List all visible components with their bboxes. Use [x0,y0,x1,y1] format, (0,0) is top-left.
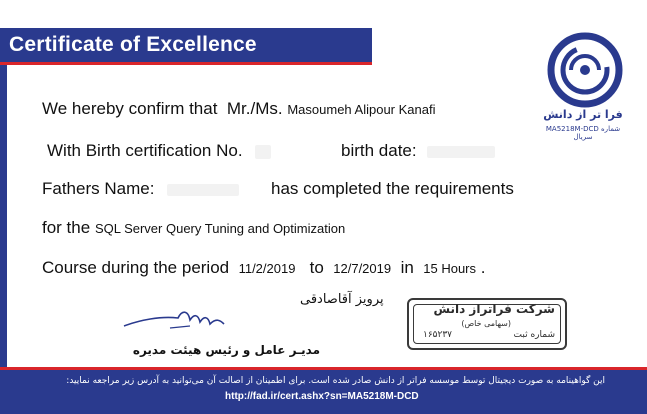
birth-cert-label: With Birth certification No. [47,141,243,160]
signatory-title: مدیـر عامل و رئیس هیئت مدیره [132,343,320,357]
father-label: Fathers Name: [42,179,155,198]
header-red-stripe [0,62,372,65]
in-text: in [400,258,414,277]
fad-logo-icon [535,28,635,138]
handwritten-signature [120,306,230,334]
stamp-type: (سهامی خاص) [461,319,511,328]
salutation: Mr./Ms. [226,99,283,118]
logo-serial [538,125,628,141]
period-line [42,258,485,278]
footer-note: این گواهینامه به صورت دیجیتال توسط موسسه فراتر از دانش صادر شده است. برای اطمینان از اصالت آن می‌توانید به آدرس زیر مراجعه نمایید: [66,376,605,386]
period-dot: . [480,258,486,277]
end-date: 12/7/2019 [333,261,392,276]
company-stamp [407,298,567,350]
stamp-reg-label: شماره ثبت [513,330,555,340]
redacted-father-name [167,184,239,196]
birth-line [47,141,271,161]
verification-link[interactable]: http://fad.ir/cert.ashx?sn=MA5218M-DCD [225,391,419,402]
redacted-cert-no [255,145,271,159]
to-text: to [309,258,324,277]
stamp-company: شرکت فراتراز دانش [433,302,555,316]
course-name: SQL Server Query Tuning and Optimization [94,221,346,236]
serial-value: MA5218M-DCD [545,125,599,133]
signatory-name: پرویز آقاصادقی [300,292,384,307]
course-line [42,218,345,238]
course-hours: 15 Hours [423,261,476,276]
start-date: 11/2/2019 [238,261,296,276]
stamp-reg-no: ۱۶۵۲۳۷ [423,330,453,340]
completed-text: has completed the requirements [271,179,514,198]
redacted-birth-date [427,146,495,158]
logo-name: فرا تر از دانش [543,108,623,121]
recipient-name: Masoumeh Alipour Kanafi [287,102,436,117]
confirm-text: We hereby confirm that [42,99,218,118]
serial-label: شماره سریال [573,125,621,141]
for-the-text: for the [42,218,91,237]
father-line [42,179,239,199]
period-label: Course during the period [42,258,230,277]
birth-date-label: birth date: [341,141,417,160]
confirm-line [42,99,436,119]
birth-date-group [341,141,495,161]
left-border [0,65,7,384]
certificate-title: Certificate of Excellence [9,33,257,56]
